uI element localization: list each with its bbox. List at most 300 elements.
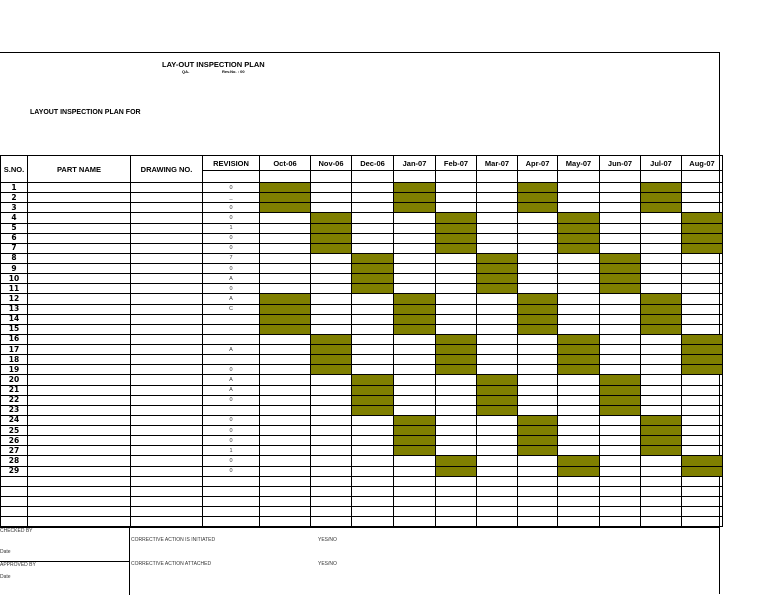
month-cell bbox=[600, 446, 641, 456]
blank-row bbox=[1, 476, 723, 486]
col-header-revision: REVISION bbox=[203, 156, 260, 171]
header-spacer-cell bbox=[436, 171, 477, 183]
month-cell bbox=[682, 274, 723, 284]
sno-cell: 8 bbox=[1, 253, 28, 263]
blank-cell bbox=[311, 496, 352, 506]
scheduled-month-cell bbox=[641, 314, 682, 324]
month-cell bbox=[682, 304, 723, 314]
month-cell bbox=[682, 415, 723, 425]
blank-cell bbox=[203, 506, 260, 516]
blank-cell bbox=[682, 506, 723, 516]
revision-cell: 0 bbox=[203, 365, 260, 375]
blank-cell bbox=[682, 486, 723, 496]
month-cell bbox=[311, 264, 352, 274]
part-name-cell bbox=[28, 213, 131, 223]
month-cell bbox=[477, 193, 518, 203]
table-row bbox=[1, 466, 723, 476]
drawing-no-cell bbox=[131, 284, 203, 294]
month-cell bbox=[641, 253, 682, 263]
scheduled-month-cell bbox=[641, 415, 682, 425]
month-cell bbox=[558, 264, 600, 274]
col-header-month: Jul-07 bbox=[641, 156, 682, 171]
part-name-cell bbox=[28, 355, 131, 365]
scheduled-month-cell bbox=[558, 334, 600, 344]
month-cell bbox=[352, 193, 394, 203]
scheduled-month-cell bbox=[600, 253, 641, 263]
blank-cell bbox=[260, 496, 311, 506]
scheduled-month-cell bbox=[558, 345, 600, 355]
month-cell bbox=[394, 385, 436, 395]
month-cell bbox=[311, 274, 352, 284]
scheduled-month-cell bbox=[477, 264, 518, 274]
header-spacer-cell bbox=[682, 171, 723, 183]
month-cell bbox=[260, 456, 311, 466]
drawing-no-cell bbox=[131, 355, 203, 365]
blank-cell bbox=[682, 516, 723, 526]
blank-cell bbox=[311, 506, 352, 516]
month-cell bbox=[518, 355, 558, 365]
scheduled-month-cell bbox=[518, 446, 558, 456]
scheduled-month-cell bbox=[641, 294, 682, 304]
scheduled-month-cell bbox=[518, 426, 558, 436]
scheduled-month-cell bbox=[600, 375, 641, 385]
blank-cell bbox=[558, 516, 600, 526]
month-cell bbox=[477, 466, 518, 476]
footer-divider bbox=[129, 528, 130, 595]
scheduled-month-cell bbox=[394, 304, 436, 314]
scheduled-month-cell bbox=[260, 314, 311, 324]
table-row bbox=[1, 223, 723, 233]
sno-cell: 23 bbox=[1, 405, 28, 415]
scheduled-month-cell bbox=[682, 223, 723, 233]
blank-cell bbox=[518, 516, 558, 526]
scheduled-month-cell bbox=[477, 253, 518, 263]
sno-cell: 4 bbox=[1, 213, 28, 223]
month-cell bbox=[518, 264, 558, 274]
scheduled-month-cell bbox=[641, 193, 682, 203]
scheduled-month-cell bbox=[477, 405, 518, 415]
drawing-no-cell bbox=[131, 294, 203, 304]
drawing-no-cell bbox=[131, 223, 203, 233]
month-cell bbox=[682, 203, 723, 213]
scheduled-month-cell bbox=[352, 264, 394, 274]
drawing-no-cell bbox=[131, 345, 203, 355]
scheduled-month-cell bbox=[394, 183, 436, 193]
table-row bbox=[1, 355, 723, 365]
sno-cell: 28 bbox=[1, 456, 28, 466]
header-spacer-cell bbox=[394, 171, 436, 183]
scheduled-month-cell bbox=[518, 436, 558, 446]
revision-cell: 0 bbox=[203, 183, 260, 193]
month-cell bbox=[518, 274, 558, 284]
month-cell bbox=[477, 203, 518, 213]
month-cell bbox=[641, 274, 682, 284]
scheduled-month-cell bbox=[558, 233, 600, 243]
month-cell bbox=[260, 233, 311, 243]
scheduled-month-cell bbox=[311, 243, 352, 253]
sno-cell: 17 bbox=[1, 345, 28, 355]
month-cell bbox=[260, 375, 311, 385]
blank-cell bbox=[311, 486, 352, 496]
scheduled-month-cell bbox=[260, 324, 311, 334]
drawing-no-cell bbox=[131, 446, 203, 456]
month-cell bbox=[600, 466, 641, 476]
month-cell bbox=[558, 294, 600, 304]
month-cell bbox=[352, 446, 394, 456]
month-cell bbox=[682, 294, 723, 304]
signature-footer bbox=[0, 527, 720, 595]
month-cell bbox=[394, 345, 436, 355]
month-cell bbox=[518, 395, 558, 405]
header-spacer-cell bbox=[641, 171, 682, 183]
month-cell bbox=[436, 426, 477, 436]
blank-cell bbox=[352, 486, 394, 496]
month-cell bbox=[477, 345, 518, 355]
month-cell bbox=[311, 385, 352, 395]
month-cell bbox=[352, 334, 394, 344]
month-cell bbox=[352, 415, 394, 425]
month-cell bbox=[352, 355, 394, 365]
header-spacer-cell bbox=[260, 171, 311, 183]
part-name-cell bbox=[28, 365, 131, 375]
part-name-cell bbox=[28, 385, 131, 395]
revision-cell: 0 bbox=[203, 415, 260, 425]
scheduled-month-cell bbox=[682, 456, 723, 466]
revision-cell: _ bbox=[203, 193, 260, 203]
sno-cell: 26 bbox=[1, 436, 28, 446]
month-cell bbox=[477, 324, 518, 334]
month-cell bbox=[436, 274, 477, 284]
scheduled-month-cell bbox=[477, 385, 518, 395]
month-cell bbox=[641, 243, 682, 253]
scheduled-month-cell bbox=[352, 253, 394, 263]
revision-cell bbox=[203, 355, 260, 365]
col-header-month: Jun-07 bbox=[600, 156, 641, 171]
drawing-no-cell bbox=[131, 365, 203, 375]
yes-no-label: YES/NO bbox=[318, 561, 337, 567]
month-cell bbox=[352, 294, 394, 304]
revision-cell: A bbox=[203, 274, 260, 284]
sno-cell: 16 bbox=[1, 334, 28, 344]
month-cell bbox=[394, 395, 436, 405]
month-cell bbox=[436, 385, 477, 395]
sno-cell: 6 bbox=[1, 233, 28, 243]
revision-cell bbox=[203, 334, 260, 344]
month-cell bbox=[260, 355, 311, 365]
revision-cell: 7 bbox=[203, 253, 260, 263]
month-cell bbox=[641, 233, 682, 243]
table-row bbox=[1, 253, 723, 263]
month-cell bbox=[682, 446, 723, 456]
col-header-month: Oct-06 bbox=[260, 156, 311, 171]
month-cell bbox=[477, 223, 518, 233]
blank-cell bbox=[558, 486, 600, 496]
drawing-no-cell bbox=[131, 395, 203, 405]
blank-cell bbox=[131, 496, 203, 506]
sno-cell: 2 bbox=[1, 193, 28, 203]
blank-cell bbox=[477, 516, 518, 526]
header-spacer-cell bbox=[558, 171, 600, 183]
scheduled-month-cell bbox=[311, 213, 352, 223]
scheduled-month-cell bbox=[352, 385, 394, 395]
month-cell bbox=[558, 314, 600, 324]
table-row bbox=[1, 365, 723, 375]
part-name-cell bbox=[28, 223, 131, 233]
month-cell bbox=[394, 274, 436, 284]
month-cell bbox=[477, 294, 518, 304]
revision-cell: 0 bbox=[203, 233, 260, 243]
blank-cell bbox=[600, 516, 641, 526]
month-cell bbox=[641, 466, 682, 476]
part-name-cell bbox=[28, 405, 131, 415]
month-cell bbox=[260, 223, 311, 233]
sno-cell: 12 bbox=[1, 294, 28, 304]
month-cell bbox=[682, 375, 723, 385]
month-cell bbox=[682, 253, 723, 263]
drawing-no-cell bbox=[131, 253, 203, 263]
col-header-month: Feb-07 bbox=[436, 156, 477, 171]
month-cell bbox=[558, 426, 600, 436]
scheduled-month-cell bbox=[436, 355, 477, 365]
month-cell bbox=[311, 426, 352, 436]
table-row bbox=[1, 395, 723, 405]
scheduled-month-cell bbox=[477, 375, 518, 385]
month-cell bbox=[558, 415, 600, 425]
table-row bbox=[1, 314, 723, 324]
month-cell bbox=[558, 375, 600, 385]
month-cell bbox=[311, 314, 352, 324]
blank-cell bbox=[436, 486, 477, 496]
month-cell bbox=[311, 466, 352, 476]
blank-cell bbox=[394, 476, 436, 486]
table-row bbox=[1, 345, 723, 355]
table-row bbox=[1, 375, 723, 385]
part-name-cell bbox=[28, 183, 131, 193]
blank-cell bbox=[1, 506, 28, 516]
drawing-no-cell bbox=[131, 203, 203, 213]
table-row bbox=[1, 264, 723, 274]
month-cell bbox=[352, 426, 394, 436]
month-cell bbox=[558, 253, 600, 263]
blank-cell bbox=[558, 496, 600, 506]
month-cell bbox=[600, 294, 641, 304]
scheduled-month-cell bbox=[436, 223, 477, 233]
drawing-no-cell bbox=[131, 324, 203, 334]
month-cell bbox=[394, 213, 436, 223]
sno-cell: 10 bbox=[1, 274, 28, 284]
revision-cell bbox=[203, 314, 260, 324]
revision-cell: 0 bbox=[203, 213, 260, 223]
table-row bbox=[1, 324, 723, 334]
scheduled-month-cell bbox=[352, 405, 394, 415]
month-cell bbox=[260, 264, 311, 274]
col-header-month: Nov-06 bbox=[311, 156, 352, 171]
blank-cell bbox=[260, 486, 311, 496]
scheduled-month-cell bbox=[477, 395, 518, 405]
blank-cell bbox=[641, 476, 682, 486]
part-name-cell bbox=[28, 375, 131, 385]
month-cell bbox=[641, 395, 682, 405]
blank-cell bbox=[28, 486, 131, 496]
month-cell bbox=[436, 253, 477, 263]
month-cell bbox=[682, 395, 723, 405]
blank-cell bbox=[518, 506, 558, 516]
month-cell bbox=[394, 264, 436, 274]
table-row bbox=[1, 284, 723, 294]
month-cell bbox=[477, 334, 518, 344]
part-name-cell bbox=[28, 314, 131, 324]
month-cell bbox=[682, 264, 723, 274]
month-cell bbox=[260, 213, 311, 223]
month-cell bbox=[394, 365, 436, 375]
blank-row bbox=[1, 486, 723, 496]
blank-cell bbox=[436, 506, 477, 516]
month-cell bbox=[682, 284, 723, 294]
blank-cell bbox=[394, 486, 436, 496]
drawing-no-cell bbox=[131, 193, 203, 203]
drawing-no-cell bbox=[131, 334, 203, 344]
month-cell bbox=[311, 375, 352, 385]
month-cell bbox=[477, 233, 518, 243]
part-name-cell bbox=[28, 233, 131, 243]
blank-cell bbox=[518, 496, 558, 506]
month-cell bbox=[311, 183, 352, 193]
blank-cell bbox=[436, 496, 477, 506]
month-cell bbox=[600, 193, 641, 203]
month-cell bbox=[311, 324, 352, 334]
drawing-no-cell bbox=[131, 243, 203, 253]
month-cell bbox=[600, 304, 641, 314]
scheduled-month-cell bbox=[311, 233, 352, 243]
blank-cell bbox=[558, 476, 600, 486]
month-cell bbox=[260, 466, 311, 476]
month-cell bbox=[600, 355, 641, 365]
month-cell bbox=[311, 405, 352, 415]
month-cell bbox=[260, 415, 311, 425]
month-cell bbox=[682, 405, 723, 415]
blank-cell bbox=[28, 476, 131, 486]
revision-cell: 0 bbox=[203, 395, 260, 405]
part-name-cell bbox=[28, 294, 131, 304]
scheduled-month-cell bbox=[311, 355, 352, 365]
sno-cell: 20 bbox=[1, 375, 28, 385]
scheduled-month-cell bbox=[518, 304, 558, 314]
month-cell bbox=[600, 324, 641, 334]
scheduled-month-cell bbox=[477, 284, 518, 294]
blank-cell bbox=[260, 506, 311, 516]
month-cell bbox=[641, 264, 682, 274]
sno-cell: 29 bbox=[1, 466, 28, 476]
month-cell bbox=[682, 183, 723, 193]
month-cell bbox=[518, 334, 558, 344]
revision-cell: 1 bbox=[203, 223, 260, 233]
month-cell bbox=[558, 324, 600, 334]
month-cell bbox=[641, 334, 682, 344]
revision-cell: A bbox=[203, 375, 260, 385]
part-name-cell bbox=[28, 456, 131, 466]
month-cell bbox=[600, 233, 641, 243]
part-name-cell bbox=[28, 304, 131, 314]
month-cell bbox=[641, 355, 682, 365]
month-cell bbox=[600, 334, 641, 344]
header-spacer-cell bbox=[600, 171, 641, 183]
month-cell bbox=[436, 183, 477, 193]
part-name-cell bbox=[28, 395, 131, 405]
month-cell bbox=[436, 304, 477, 314]
drawing-no-cell bbox=[131, 426, 203, 436]
month-cell bbox=[352, 183, 394, 193]
col-header-month: Dec-06 bbox=[352, 156, 394, 171]
month-cell bbox=[260, 284, 311, 294]
part-name-cell bbox=[28, 436, 131, 446]
month-cell bbox=[558, 395, 600, 405]
blank-cell bbox=[394, 496, 436, 506]
scheduled-month-cell bbox=[518, 203, 558, 213]
month-cell bbox=[558, 436, 600, 446]
month-cell bbox=[477, 456, 518, 466]
month-cell bbox=[477, 355, 518, 365]
scheduled-month-cell bbox=[558, 243, 600, 253]
scheduled-month-cell bbox=[311, 223, 352, 233]
month-cell bbox=[600, 223, 641, 233]
table-row bbox=[1, 203, 723, 213]
month-cell bbox=[311, 415, 352, 425]
sno-cell: 21 bbox=[1, 385, 28, 395]
col-header-month: Apr-07 bbox=[518, 156, 558, 171]
month-cell bbox=[436, 395, 477, 405]
month-cell bbox=[477, 415, 518, 425]
month-cell bbox=[518, 385, 558, 395]
blank-cell bbox=[477, 506, 518, 516]
blank-cell bbox=[131, 486, 203, 496]
scheduled-month-cell bbox=[600, 274, 641, 284]
blank-cell bbox=[203, 486, 260, 496]
revision-cell: C bbox=[203, 304, 260, 314]
blank-cell bbox=[477, 476, 518, 486]
blank-cell bbox=[436, 516, 477, 526]
month-cell bbox=[311, 304, 352, 314]
scheduled-month-cell bbox=[436, 213, 477, 223]
month-cell bbox=[394, 466, 436, 476]
blank-cell bbox=[600, 496, 641, 506]
revision-cell: 0 bbox=[203, 436, 260, 446]
blank-cell bbox=[311, 516, 352, 526]
month-cell bbox=[394, 456, 436, 466]
scheduled-month-cell bbox=[394, 193, 436, 203]
month-cell bbox=[558, 274, 600, 284]
drawing-no-cell bbox=[131, 233, 203, 243]
month-cell bbox=[518, 284, 558, 294]
scheduled-month-cell bbox=[311, 365, 352, 375]
month-cell bbox=[311, 203, 352, 213]
header-spacer-cell bbox=[477, 171, 518, 183]
month-cell bbox=[260, 405, 311, 415]
month-cell bbox=[641, 223, 682, 233]
scheduled-month-cell bbox=[682, 365, 723, 375]
month-cell bbox=[518, 223, 558, 233]
blank-cell bbox=[682, 476, 723, 486]
scheduled-month-cell bbox=[260, 183, 311, 193]
month-cell bbox=[260, 385, 311, 395]
sno-cell: 18 bbox=[1, 355, 28, 365]
month-cell bbox=[311, 446, 352, 456]
month-cell bbox=[394, 243, 436, 253]
month-cell bbox=[558, 183, 600, 193]
part-name-cell bbox=[28, 426, 131, 436]
month-cell bbox=[600, 415, 641, 425]
scheduled-month-cell bbox=[641, 446, 682, 456]
yes-no-label: YES/NO bbox=[318, 537, 337, 543]
